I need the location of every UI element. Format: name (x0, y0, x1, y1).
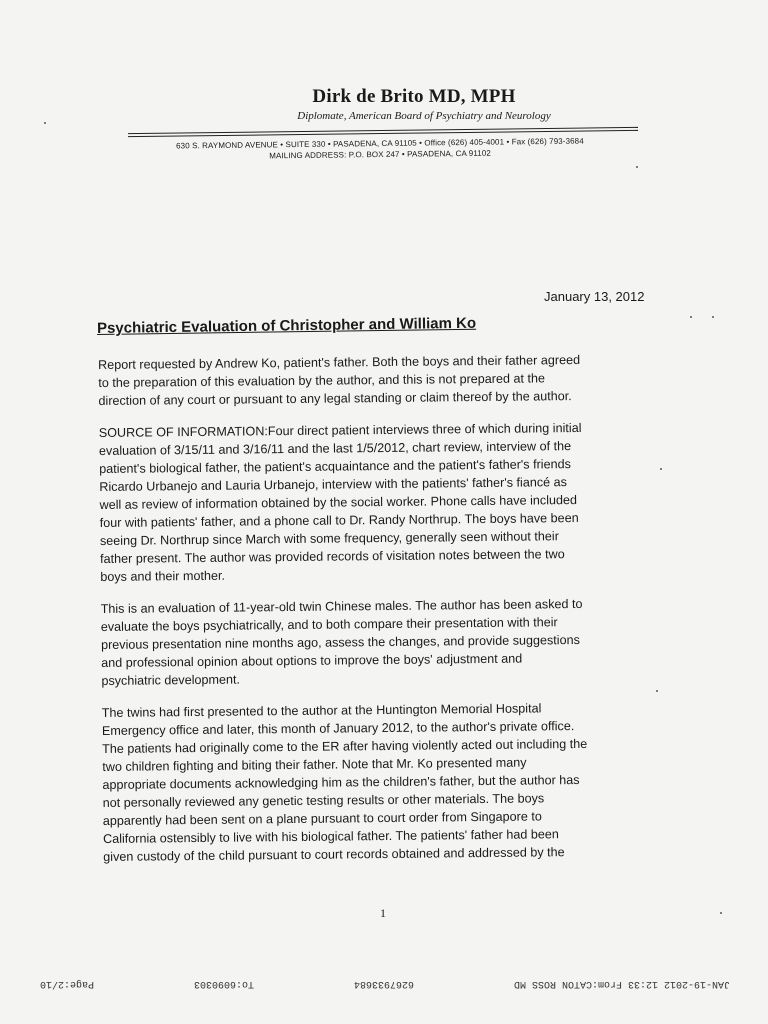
text-line: not personally reviewed any genetic testing results or other materials. The boys (102, 791, 545, 810)
paragraph-scope (101, 594, 662, 690)
text-line: to the preparation of this evaluation by the author, and this is not prepared at the (98, 371, 546, 390)
page-number: 1 (380, 906, 386, 920)
text-line: previous presentation nine months ago, assess the changes, and provide suggestions (100, 632, 580, 652)
fax-header-footer (40, 978, 730, 989)
text-line: evaluation of 3/15/11 and 3/16/11 and the last 1/5/2012, chart review, interview of the (98, 439, 572, 458)
letter-date: January 13, 2012 (544, 289, 645, 304)
fax-sender: JAN-19-2012 12:33 From:CATON ROSS MD (513, 978, 730, 989)
text-line: and professional opinion about options to improve the boys' adjustment and (101, 651, 523, 670)
text-line: SOURCE OF INFORMATION:Four direct patient interviews three of which during initial (98, 420, 582, 440)
scan-speck (44, 122, 46, 124)
text-line: This is an evaluation of 11-year-old twin Chinese males. The author has been asked to (100, 596, 583, 616)
text-line: appropriate documents acknowledging him as the children's father, but the author has (102, 772, 580, 792)
evaluation-title: Psychiatric Evaluation of Christopher and William Ko (96, 314, 477, 337)
text-line: well as review of information obtained by the social worker. Phone calls have included (99, 492, 578, 512)
address-line-1: 630 S. RAYMOND AVENUE • SUITE 330 • PASADENA, CA 91105 • Office (626) 405-4001 • Fax (626) 793-3684 (176, 136, 584, 151)
doctor-name: Dirk de Brito MD, MPH (312, 86, 516, 107)
scan-speck (636, 166, 638, 168)
letterhead-address (130, 135, 630, 163)
board-certification: Diplomate, American Board of Psychiatry and Neurology (297, 110, 551, 122)
scan-speck (660, 468, 662, 470)
address-line-2: MAILING ADDRESS: P.O. BOX 247 • PASADENA, CA 91102 (269, 148, 491, 161)
text-line: boys and their mother. (100, 568, 225, 584)
text-line: seeing Dr. Northrup since March with some frequency, generally seen without their (99, 529, 559, 548)
scan-speck (690, 316, 692, 318)
text-line: The patients had originally come to the ER after having violently acted out including the (102, 736, 588, 756)
report-body (98, 350, 663, 880)
paragraph-sources (99, 418, 661, 586)
text-line: Ricardo Urbanejo and Lauria Urbanejo, interview with the patients' father's fiancé as (99, 475, 567, 494)
text-line: psychiatric development. (101, 672, 241, 688)
text-line: apparently had been sent on a plane pursuant to court order from Singapore to (102, 809, 542, 828)
letterhead (0, 86, 768, 122)
text-line: Emergency office and later, this month of January 2012, to the author's private office. (101, 719, 575, 738)
text-line: two children fighting and biting their father. Note that Mr. Ko presented many (102, 755, 527, 774)
scan-speck (656, 690, 658, 692)
scan-speck (720, 912, 722, 914)
fax-page-count: Page:2/10 (40, 978, 95, 989)
text-line: Report requested by Andrew Ko, patient's father. Both the boys and their father agreed (98, 352, 581, 372)
scan-speck (712, 316, 714, 318)
fax-from-number: 6267933684 (353, 978, 414, 989)
paragraph-history (102, 698, 664, 866)
text-line: given custody of the child pursuant to court records obtained and addressed by the (103, 845, 565, 864)
text-line: patient's biological father, the patient's acquaintance and the patient's father's friends (99, 457, 571, 476)
text-line: father present. The author was provided records of visitation notes between the two (100, 547, 565, 566)
text-line: The twins had first presented to the author at the Huntington Memorial Hospital (101, 701, 542, 720)
text-line: direction of any court or pursuant to any legal standing or claim thereof by the author. (98, 389, 572, 408)
text-line: four with patients' father, and a phone call to Dr. Randy Northrup. The boys have been (99, 510, 579, 530)
fax-to-number: To:6090303 (193, 978, 254, 989)
paragraph-request (98, 350, 659, 410)
text-line: California ostensibly to live with his biological father. The patients' father had been (102, 827, 559, 846)
text-line: evaluate the boys psychiatrically, and to both compare their presentation with their (100, 615, 558, 634)
